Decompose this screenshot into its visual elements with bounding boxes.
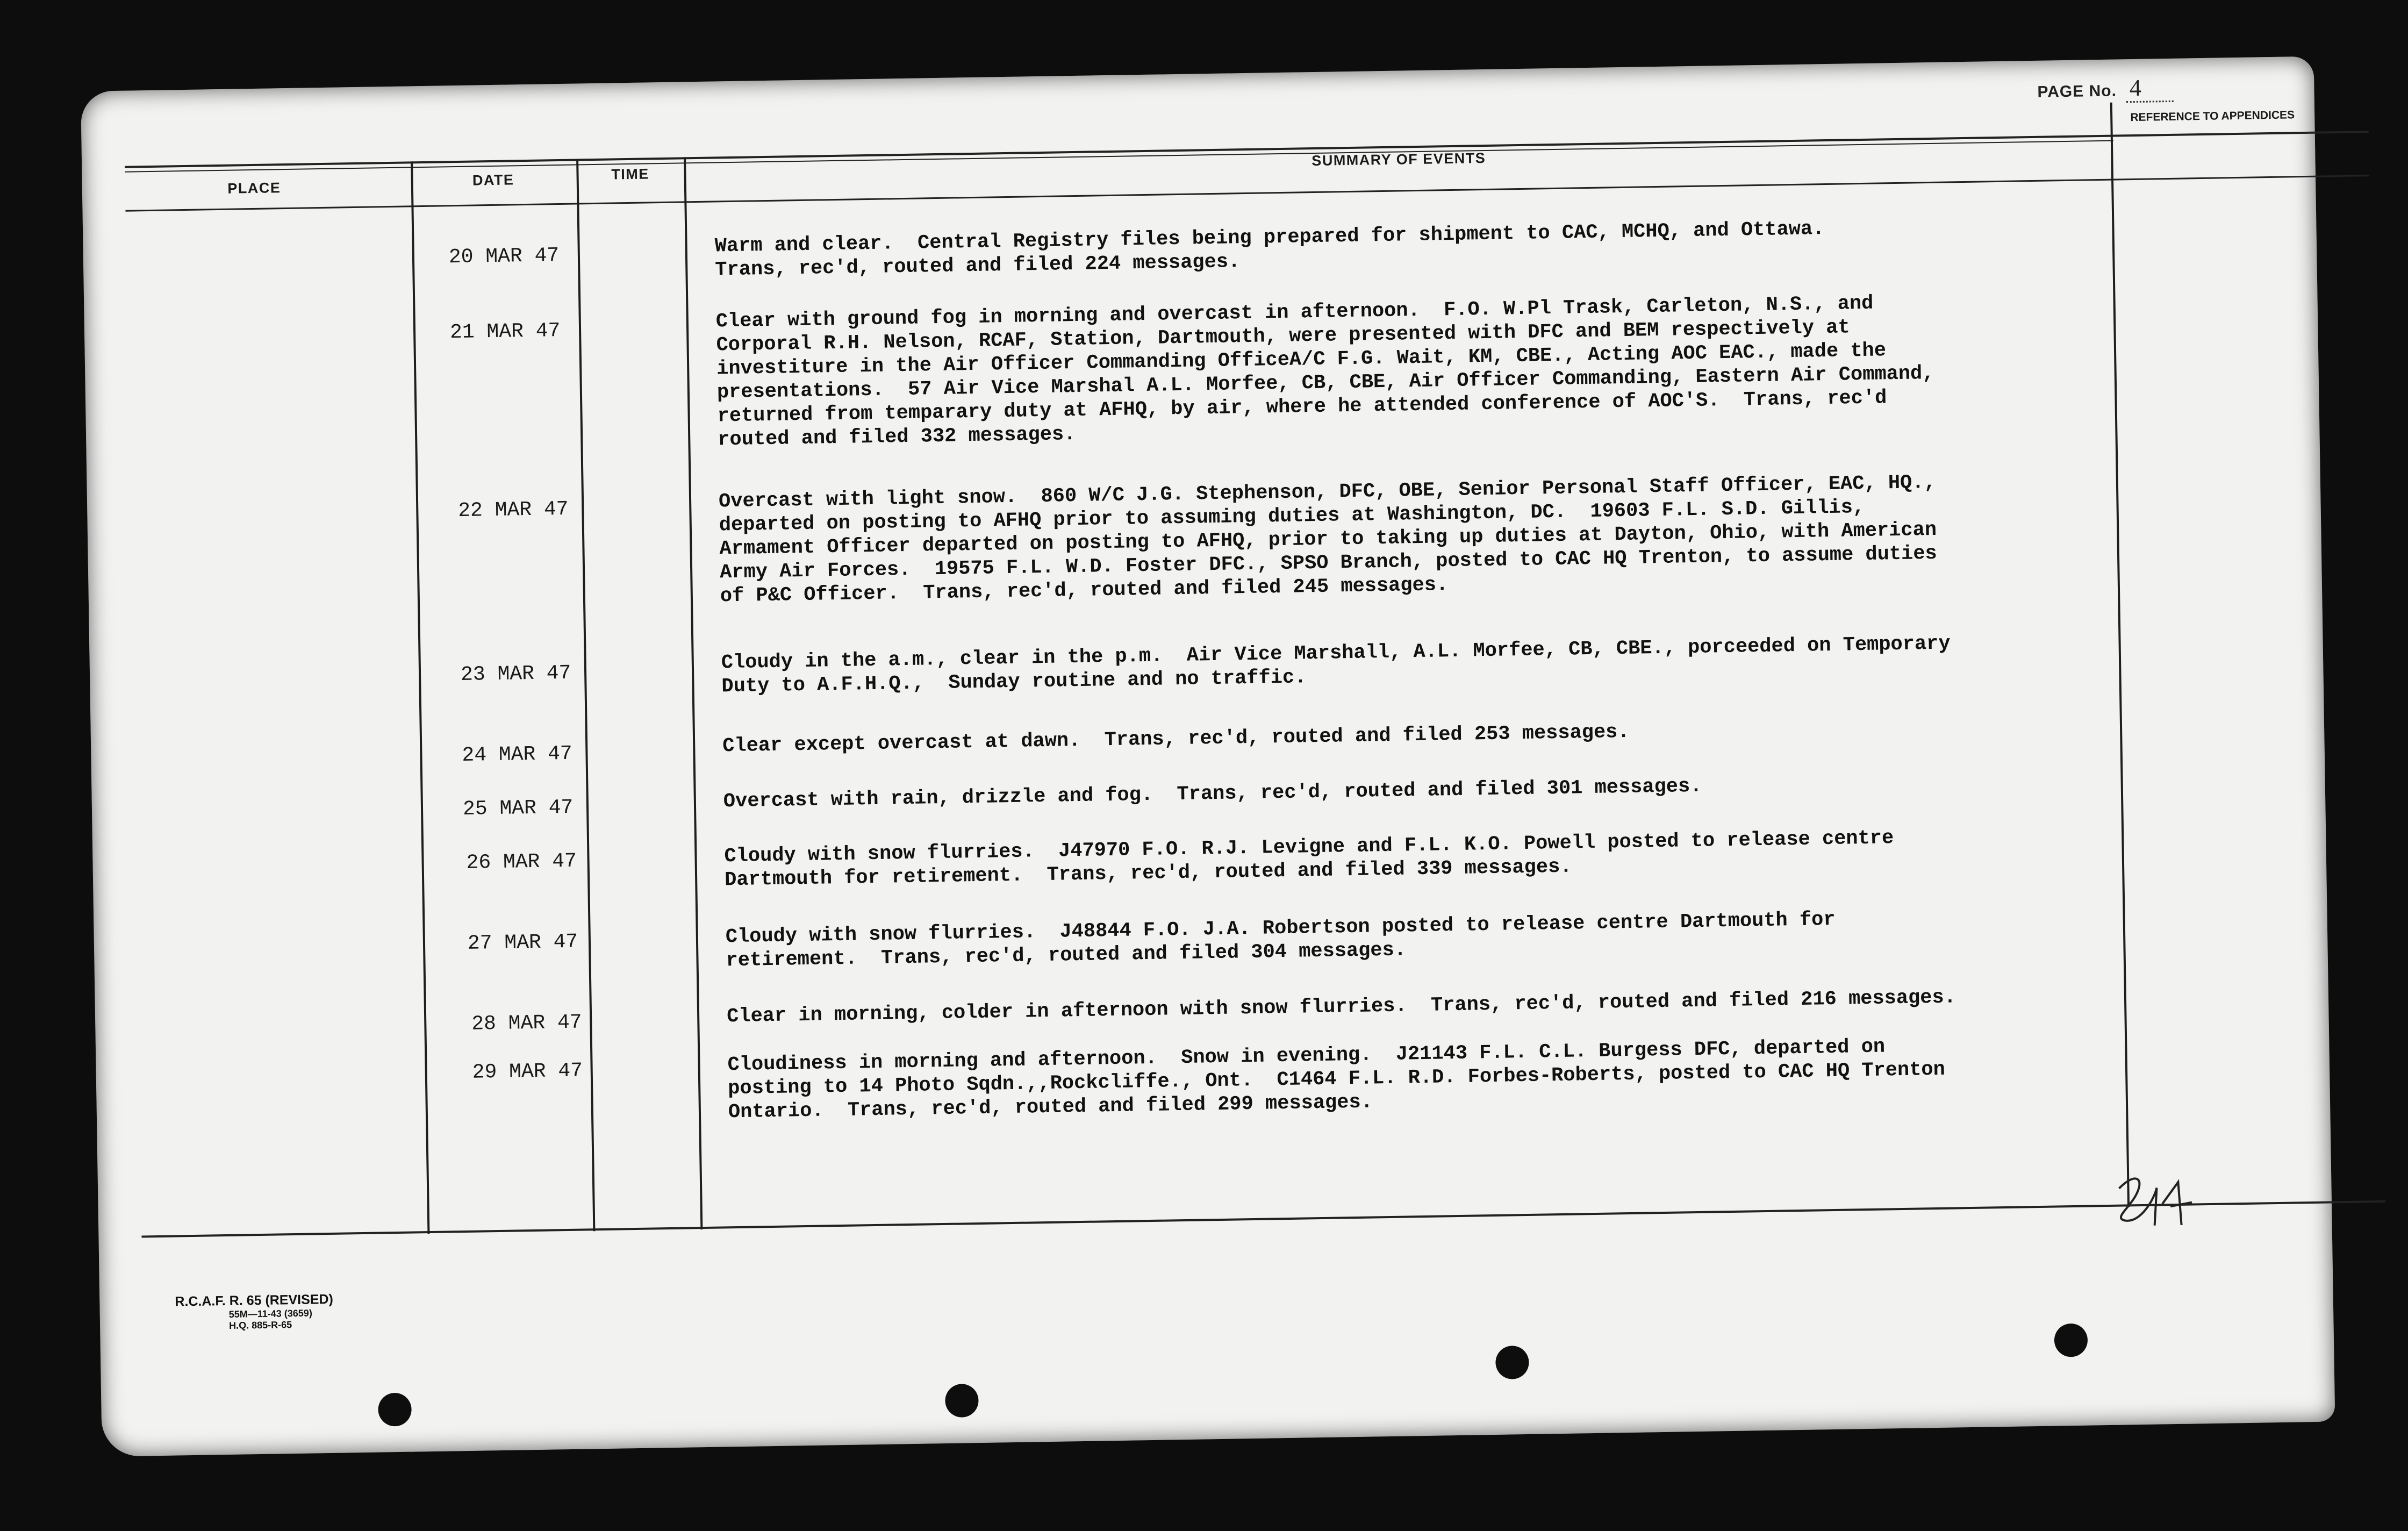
entry-text: Overcast with rain, drizzle and fog. Trans, rec'd, routed and filed 301 messages.: [723, 775, 1702, 813]
form-line-2: 55M—11-43 (3659): [228, 1307, 312, 1320]
entry-date: 27 MAR 47: [467, 930, 578, 955]
entry-date: 23 MAR 47: [460, 661, 571, 687]
form-identifier: [175, 1292, 334, 1333]
header-reference: REFERENCE TO APPENDICES: [2130, 109, 2295, 124]
entry-date: 21 MAR 47: [449, 319, 561, 345]
binder-hole: [1495, 1346, 1529, 1379]
entry-date: 29 MAR 47: [472, 1059, 583, 1084]
binder-hole: [2054, 1323, 2088, 1357]
divider-time-summary: [684, 157, 703, 1229]
header-place: PLACE: [227, 180, 281, 197]
signature-initials-mark: [2103, 1165, 2206, 1237]
entry-text: Clear in morning, colder in afternoon with snow flurries. Trans, rec'd, routed and filed 216 messages.: [726, 986, 1956, 1028]
entry-text: Clear except overcast at dawn. Trans, rec'd, routed and filed 253 messages.: [722, 720, 1630, 758]
entry-date: 20 MAR 47: [448, 244, 560, 269]
page-number-label: PAGE No.: [2037, 82, 2117, 101]
entry-text: Cloudy in the a.m., clear in the p.m. Air Vice Marshall, A.L. Morfee, CB, CBE., porceeded on Temporary Duty to A.F.H.Q., Sunday routine and no traffic.: [721, 632, 1951, 698]
entry-date: 28 MAR 47: [471, 1011, 582, 1036]
form-line-3: H.Q. 885-R-65: [228, 1319, 292, 1331]
binder-hole: [378, 1393, 412, 1427]
entry-date: 26 MAR 47: [466, 849, 577, 875]
entry-date: 24 MAR 47: [462, 742, 573, 768]
form-line-1: R.C.A.F. R. 65 (REVISED): [175, 1291, 334, 1310]
record-sheet: [81, 56, 2335, 1457]
footer-rule: [141, 1200, 2385, 1238]
entry-text: Cloudy with snow flurries. J48844 F.O. J.A. Robertson posted to release centre Dartmouth for retirement. Trans, rec'd, routed and filed 304 messages.: [725, 908, 1836, 972]
entry-text: Clear with ground fog in morning and overcast in afternoon. F.O. W.Pl Trask, Carleton, N.S., and Corporal R.H. Nelson, RCAF, Station, Dartmouth, were presented with DFC and BEM respectively at investiture in the Air Officer Commanding OfficeA/C F.G. Wait, KM, CBE., Acting AOC EAC., made the presentations. 57 Air Vice Marshal A.L. Morfee, CB, CBE, Air Officer Commanding, Eastern Air Command, returned from temparary duty at AFHQ, by air, where he attended conference of AOC'S. Trans, rec'd routed and filed 332 messages.: [715, 292, 1934, 452]
entry-date: 22 MAR 47: [458, 497, 569, 523]
entry-text: Warm and clear. Central Registry files being prepared for shipment to CAC, MCHQ, and Ottawa. Trans, rec'd, routed and filed 224 messages.: [714, 218, 1825, 282]
entry-text: Cloudy with snow flurries. J47970 F.O. R.J. Levigne and F.L. K.O. Powell posted to release centre Dartmouth for retirement. Trans, rec'd, routed and filed 339 messages.: [724, 827, 1894, 892]
header-summary: SUMMARY OF EVENTS: [1312, 149, 1486, 169]
divider-place-date: [411, 161, 429, 1234]
entry-text: Overcast with light snow. 860 W/C J.G. Stephenson, DFC, OBE, Senior Personal Staff Officer, EAC, HQ., departed on posting to AFHQ prior to assuming duties at Washington, DC. 19603 F.L. S.D. Gillis, Armament Officer departed on posting to AFHQ, prior to taking up duties at Dayton, Ohio, with American Army Air Forces. 19575 F.L. W.D. Foster DFC., SPSO Branch, posted to CAC HQ Trenton, to assume duties of P&C Officer. Trans, rec'd, routed and filed 245 messages.: [718, 471, 1938, 608]
page-number: [2037, 74, 2174, 103]
page-number-value: 4: [2126, 74, 2174, 103]
header-date: DATE: [472, 171, 514, 189]
entry-text: Cloudiness in morning and afternoon. Snow in evening. J21143 F.L. C.L. Burgess DFC, departed on posting to 14 Photo Sqdn.,,Rockcliffe., Ont. C1464 F.L. R.D. Forbes-Roberts, posted to CAC HQ Trenton Ontario. Trans, rec'd, routed and filed 299 messages.: [727, 1035, 1946, 1124]
entry-date: 25 MAR 47: [462, 796, 574, 821]
binder-hole: [945, 1384, 979, 1418]
header-time: TIME: [611, 166, 650, 183]
